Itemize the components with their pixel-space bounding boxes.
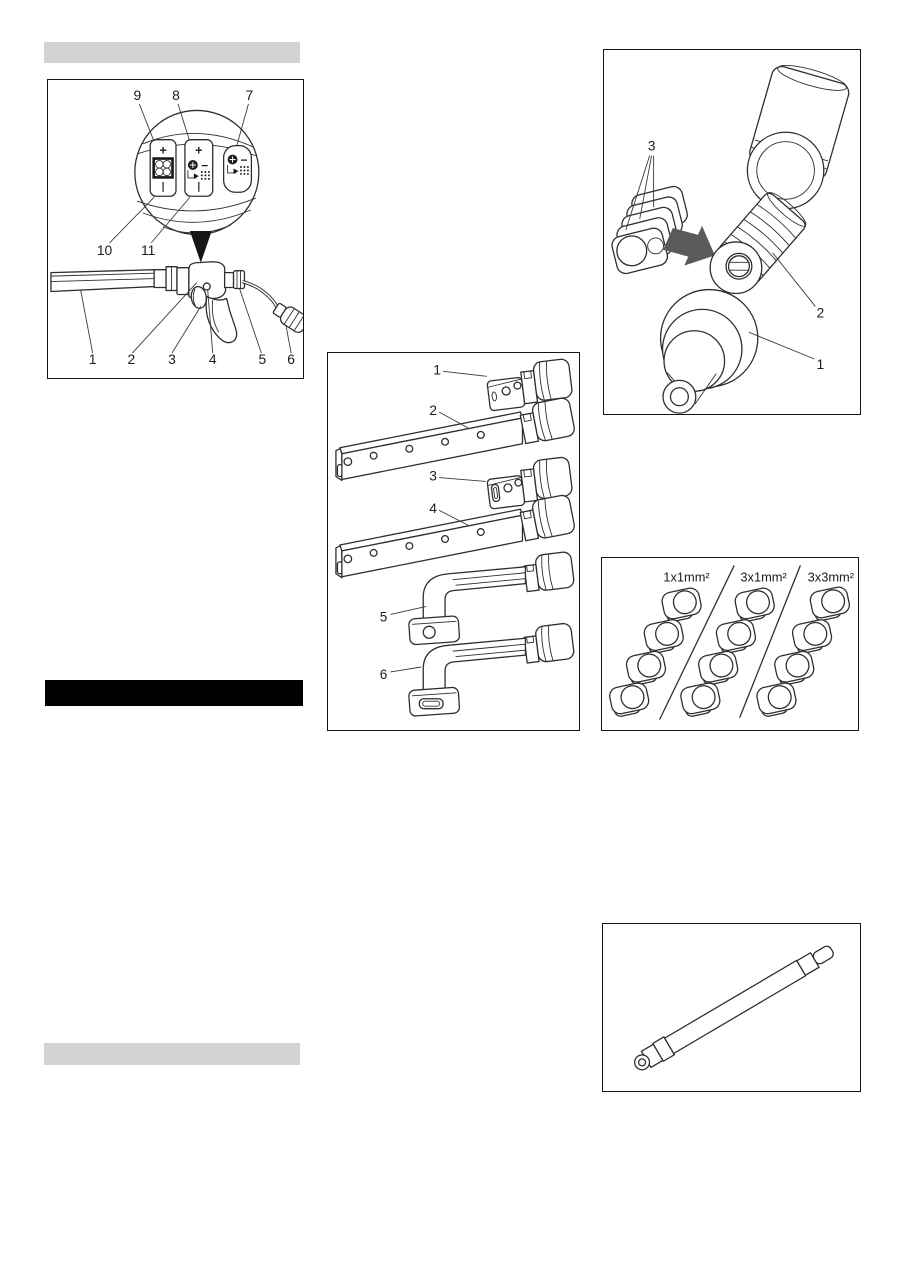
rear-connector [225, 273, 234, 288]
nozzle-sizes-illustration [602, 558, 858, 730]
cable [242, 282, 277, 308]
control-panel-inset [135, 110, 259, 234]
exploded-view-figure [603, 49, 861, 415]
callout-label: 3 [429, 467, 438, 484]
leader-line [391, 667, 422, 672]
leader-line [286, 326, 291, 353]
callout-label: 5 [379, 608, 388, 625]
callout-label: 2 [816, 304, 825, 321]
plus-icon: + [159, 142, 167, 158]
zoom-pointer-icon [190, 231, 212, 263]
callout-label: 4 [208, 350, 217, 367]
callout-label: 4 [429, 500, 438, 517]
leader-line [239, 289, 261, 353]
callout-label: 6 [287, 350, 295, 367]
leader-line [439, 478, 486, 482]
extension-tube-figure [602, 923, 861, 1092]
gun-button [203, 283, 210, 290]
callout-label: 1 [816, 355, 825, 372]
callout-label: 3 [168, 350, 176, 367]
leader-line [749, 332, 814, 359]
fan-icon [154, 159, 173, 178]
callout-label: 8 [172, 87, 180, 104]
size-label-3x1: 3x1mm² [740, 569, 787, 585]
callout-label: 2 [127, 350, 136, 367]
leader-line [237, 104, 249, 147]
nozzle-cap [747, 59, 852, 208]
leader-line [178, 104, 190, 142]
extension-tube-drawing [635, 941, 837, 1070]
callout-label: 5 [258, 350, 267, 367]
minus-icon: − [240, 153, 248, 168]
leader-line [110, 197, 155, 243]
callout-label: 2 [429, 402, 438, 419]
attachments-figure [327, 352, 580, 731]
callout-label: 6 [379, 665, 388, 682]
section-heading-bar-bottom [44, 1043, 300, 1065]
adapter [177, 268, 189, 295]
section-heading-bar-black [45, 680, 303, 706]
callout-label: 11 [141, 241, 156, 258]
extension-tube-illustration [603, 924, 860, 1091]
callout-label: 10 [96, 241, 113, 258]
leader-line [81, 291, 93, 354]
rear-connector-ribbed [234, 271, 245, 289]
stepped-nozzle-body [661, 290, 758, 414]
spray-gun-illustration [48, 80, 303, 378]
flat-nozzle [51, 270, 154, 292]
leader-line [773, 253, 816, 307]
callout-label: 1 [433, 361, 441, 378]
plus-icon: + [195, 142, 203, 158]
callout-label: 7 [245, 87, 254, 104]
size-label-3x3: 3x3mm² [807, 569, 855, 585]
callout-label: 3 [647, 137, 656, 154]
leader-line [391, 606, 427, 614]
callout-label: 1 [88, 350, 97, 367]
leader-line [443, 371, 487, 376]
attachments-illustration [328, 353, 579, 730]
section-heading-bar-top [44, 42, 300, 63]
minus-icon: − [201, 158, 209, 173]
leader-line [132, 283, 196, 353]
coupling [154, 270, 166, 288]
nozzle-sizes-figure [601, 557, 859, 731]
callout-label: 9 [133, 87, 142, 104]
pistol-grip [206, 296, 237, 342]
exploded-view-illustration [604, 50, 860, 414]
size-label-1x1: 1x1mm² [663, 569, 710, 585]
leader-line [172, 306, 201, 353]
spray-gun-figure [47, 79, 304, 379]
